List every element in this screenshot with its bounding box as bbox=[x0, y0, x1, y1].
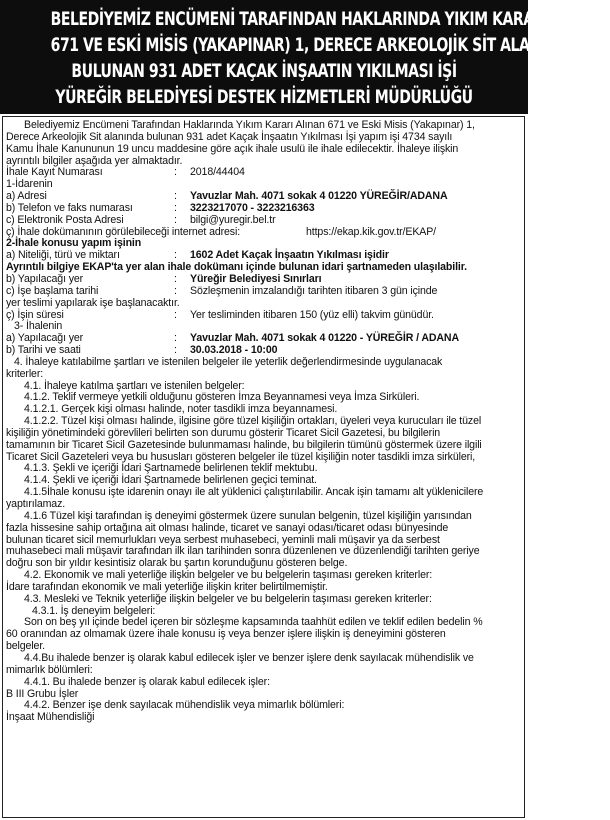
phone-value: 3223217070 - 3223216363 bbox=[190, 201, 315, 214]
colon: : bbox=[174, 190, 177, 203]
work-place-value: Yüreğir Belediyesi Sınırları bbox=[190, 272, 322, 285]
tender-place-label: a) Yapılacağı yer bbox=[6, 332, 84, 345]
email-row bbox=[6, 215, 522, 227]
section-1-heading: 1-İdarenin bbox=[6, 178, 53, 191]
address-label: a) Adresi bbox=[6, 190, 47, 203]
clause-4-2-text: İdare tarafından ekonomik ve mali yeterliğe ilişkin kriter belirtilmemiştir. bbox=[6, 580, 328, 593]
tender-place-value: Yavuzlar Mah. 4071 sokak 4 01220 - YÜREĞİR / ADANA bbox=[190, 332, 459, 345]
duration-row bbox=[6, 310, 522, 322]
clause-4-4-2: 4.4.2. Benzer işe denk sayılacak mühendislik veya mimarlık bölümleri: bbox=[24, 699, 345, 712]
section-3-heading: 3- İhalenin bbox=[14, 320, 63, 333]
email-label: c) Elektronik Posta Adresi bbox=[6, 213, 124, 226]
clause-4-1-5: 4.1.5İhale konusu işte idarenin onayı ile alt yüklenici çalıştırılabilir. Ancak işin tamamı alt yüklenicilere bbox=[24, 486, 484, 499]
tender-date-value: 30.03.2018 - 10:00 bbox=[190, 344, 278, 357]
colon: : bbox=[174, 213, 177, 226]
clause-4-1-2: 4.1.2. Teklif vermeye yetkili olduğunu gösteren İmza Beyannamesi veya İmza Sirküleri. bbox=[24, 391, 420, 404]
web-value: https://ekap.kik.gov.tr/EKAP/ bbox=[306, 225, 436, 238]
clause-4-3-1: 4.3.1. İş deneyim belgeleri: bbox=[32, 604, 156, 617]
clause-4-1-2-2: kişiliğin yönetimindeki görevlileri belirten son durumu gösterir Ticaret Sicil Gazetesi, bu bilgilerin bbox=[6, 426, 441, 439]
ikn-label: İhale Kayıt Numarası bbox=[6, 166, 103, 179]
intro-line: ayrıntılı bilgiler aşağıda yer almaktadır. bbox=[6, 154, 183, 167]
start-date-value: Sözleşmenin imzalandığı tarihten itibaren 3 gün içinde bbox=[190, 284, 438, 297]
start-date-row bbox=[6, 286, 522, 298]
clause-4-3: 4.3. Mesleki ve Teknik yeterliğe ilişkin belgeler ve bu belgelerin taşıması gereken kriterler: bbox=[24, 592, 432, 605]
clause-4-3-1-text: Son on beş yıl içinde bedel içeren bir sözleşme kapsamında taahhüt edilen ve teklif edilen bedelin % bbox=[24, 616, 483, 629]
colon: : bbox=[174, 308, 177, 321]
clause-4-1-3: 4.1.3. Şekli ve içeriği İdari Şartnamede belirlenen teklif mektubu. bbox=[24, 462, 318, 475]
colon: : bbox=[174, 272, 177, 285]
clause-4-3-1-text: belgeler. bbox=[6, 640, 45, 653]
colon: : bbox=[174, 249, 177, 262]
nature-value: 1602 Adet Kaçak İnşaatın Yıkılması işidir bbox=[190, 249, 389, 262]
notice-body bbox=[6, 120, 522, 724]
colon: : bbox=[174, 201, 177, 214]
clause-4-1-6: fazla hissesine sahip ortağına ait olması halinde, ticaret ve sanayi odası/ticaret odası bünyesinde bbox=[6, 521, 449, 534]
start-date-label: c) İşe başlama tarihi bbox=[6, 284, 99, 297]
clause-4-1-6: muhasebeci mali müşavir tarafından ilk ilan tarihinden sonra düzenlenen ve düzenlendiği tarihten geriye bbox=[6, 545, 480, 558]
tender-date-label: b) Tarihi ve saati bbox=[6, 344, 81, 357]
section-4-heading: kriterler: bbox=[6, 367, 44, 380]
colon: : bbox=[174, 344, 177, 357]
headline-line-1: BELEDİYEMİZ ENCÜMENİ TARAFINDAN HAKLARINDA YIKIM KARARI ALINAN bbox=[50, 9, 610, 30]
ekap-note: Ayrıntılı bilgiye EKAP'ta yer alan ihale dokümanı içinde bulunan idari şartnameden ulaşılabilir. bbox=[6, 261, 467, 274]
start-date-continuation: yer teslimi yapılarak işe başlanacaktır. bbox=[6, 296, 180, 309]
email-value: bilgi@yuregir.bel.tr bbox=[190, 213, 276, 226]
ikn-value: 2018/44404 bbox=[190, 166, 245, 179]
clause-4-1-6: bulunan ticaret sicil memurlukları veya serbest muhasebeci, yeminli mali müşavir ya da serbest bbox=[6, 533, 440, 546]
ikn-row bbox=[6, 167, 522, 179]
headline-line-2: 671 VE ESKİ MİSİS (YAKAPINAR) 1, DERECE ARKEOLOJİK SİT ALANINDA bbox=[50, 35, 579, 56]
clause-4-1-2-2: 4.1.2.2. Tüzel kişi olması halinde, ilgisine göre tüzel kişiliğin ortakları, üyeleri veya kurucuları ile tüzel bbox=[24, 415, 482, 428]
colon: : bbox=[174, 166, 177, 179]
intro-line: Kamu İhale Kanununun 19 uncu maddesine göre açık ihale usulü ile ihale edilecektir. İhaleye ilişkin bbox=[6, 142, 459, 155]
headline-line-4: YÜREĞİR BELEDİYESİ DESTEK HİZMETLERİ MÜDÜRLÜĞÜ bbox=[55, 87, 473, 108]
intro-line: Derece Arkeolojik Sit alanında bulunan 931 adet Kaçak İnşaatın Yıkılması İşi yapım işi 4734 sayılı bbox=[6, 130, 453, 143]
clause-4-1-5: yaptırılamaz. bbox=[6, 498, 66, 510]
clause-4-4-2-text: İnşaat Mühendisliği bbox=[6, 711, 95, 724]
clause-4-1-4: 4.1.4. Şekli ve içeriği İdari Şartnamede belirlenen geçici teminat. bbox=[24, 474, 317, 487]
duration-value: Yer tesliminden itibaren 150 (yüz elli) takvim günüdür. bbox=[190, 308, 434, 321]
duration-label: ç) İşin süresi bbox=[6, 308, 64, 321]
address-value: Yavuzlar Mah. 4071 sokak 4 01220 YÜREĞİR/ADANA bbox=[190, 190, 448, 203]
clause-4-4: mimarlık bölümleri: bbox=[6, 663, 93, 676]
section-4-heading: 4. İhaleye katılabilme şartları ve istenilen belgeler ile yeterlik değerlendirmesinde uygulanacak bbox=[14, 355, 443, 368]
intro-line: Belediyemiz Encümeni Tarafından Haklarında Yıkım Kararı Alınan 671 ve Eski Misis (Yakapınar) 1, bbox=[24, 119, 475, 131]
clause-4-3-1-text: 60 oranından az olmamak üzere ihale konusu iş veya benzer işlere ilişkin iş deneyimini gösteren bbox=[6, 628, 446, 641]
clause-4-1-2-2: tamamının bir Ticaret Sicil Gazetesinde bulunmaması halinde, bu bilgilerin tümünü göstermek üzere ilgili bbox=[6, 438, 482, 451]
work-place-label: b) Yapılacağı yer bbox=[6, 272, 84, 285]
clause-4-1-1: 4.1. İhaleye katılma şartları ve istenilen belgeler: bbox=[24, 379, 245, 392]
colon: : bbox=[174, 332, 177, 345]
clause-4-1-6: 4.1.6 Tüzel kişi tarafından iş deneyimi göstermek üzere sunulan belgenin, tüzel kişiliğin yarısından bbox=[24, 509, 472, 522]
nature-label: a) Niteliği, türü ve miktarı bbox=[6, 249, 120, 262]
phone-row bbox=[6, 203, 522, 215]
clause-4-2: 4.2. Ekonomik ve mali yeterliğe ilişkin belgeler ve bu belgelerin taşıması gereken kriterler: bbox=[24, 569, 433, 582]
clause-4-4-1: 4.4.1. Bu ihalede benzer iş olarak kabul edilecek işler: bbox=[24, 675, 270, 688]
section-2-heading: 2-İhale konusu yapım işinin bbox=[6, 237, 142, 250]
clause-4-4-1-text: B III Grubu İşler bbox=[6, 687, 79, 700]
clause-4-1-2-1: 4.1.2.1. Gerçek kişi olması halinde, noter tasdikli imza beyannamesi. bbox=[24, 403, 338, 416]
headline-line-3: BULUNAN 931 ADET KAÇAK İNŞAATIN YIKILMASI İŞİ bbox=[71, 61, 457, 82]
web-label: ç) İhale dokümanının görülebileceği internet adresi: bbox=[6, 225, 241, 238]
headline-banner bbox=[0, 0, 610, 114]
clause-4-1-2-2: Ticaret Sicil Gazeteleri veya bu hususları gösteren belgeler ile tüzel kişiliğin noter tasdikli imza sirküleri, bbox=[6, 450, 476, 463]
clause-4-1-6: doğru son bir yıldır kesintisiz olarak bu şartın korunduğunu gösteren belge. bbox=[6, 557, 348, 570]
colon: : bbox=[174, 284, 177, 297]
clause-4-4: 4.4.Bu ihalede benzer iş olarak kabul edilecek işler ve benzer işlere denk sayılacak mühendislik ve bbox=[24, 651, 474, 664]
phone-label: b) Telefon ve faks numarası bbox=[6, 201, 133, 214]
